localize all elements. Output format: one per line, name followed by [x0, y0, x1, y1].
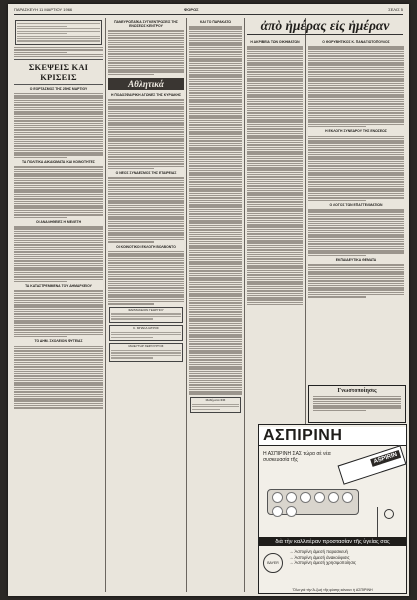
small-ad — [109, 343, 183, 362]
article-body — [14, 226, 103, 282]
column-rule — [105, 18, 106, 592]
aspirin-benefits-list — [289, 549, 401, 566]
article-body — [14, 93, 103, 158]
headline: ΕΚΠΑΙΔΕΥΤΙΚΑ ΘΕΜΑΤΑ — [335, 258, 377, 263]
article-body — [14, 166, 103, 218]
aspirin-ad-slogan: διὰ τὴν καλλιτέραν προστασίαν τῆς ὑγείας σας — [259, 537, 406, 546]
small-ad-title: ΦΑΡΜΑΚΕΙΟΝ ΓΕΩΡΓΙΟΥ — [128, 307, 164, 312]
aspirin-ad-title: ΑΣΠΙΡΙΝΗ — [259, 427, 406, 446]
tablet-strip-image — [267, 489, 359, 515]
aspirin-advertisement — [258, 424, 407, 594]
benefit-item: → Ἀσπιρίνη ἀμεσή ἀνακούφισις — [289, 555, 401, 561]
diary-banner — [247, 18, 403, 36]
headline: Ο ΘΟΡΥΒΗΤΙΚΟΣ Κ. ΠΑΝΑΓΙΩΤΟΠΟΥΛΟΣ — [322, 40, 390, 44]
headline: ΟΙ ΚΟΙΝΟΤΙΚΟΙ ΕΚΛΟΓΗ ΒΟΛΒΟΝΤΟ — [116, 244, 176, 249]
column-5 — [308, 38, 404, 374]
aspirin-ad-text: Η ΑΣΠΙΡΙΝΗ ΣΑΣ τώρα σὲ νέα συσκευασία τῆς — [263, 451, 331, 464]
column-1 — [14, 18, 103, 593]
small-ad — [190, 397, 241, 413]
notice-title: Γνωστοποίησις — [337, 388, 377, 394]
article-body — [14, 346, 103, 409]
article-body — [308, 136, 404, 201]
column-2 — [108, 18, 184, 593]
column-rule — [244, 18, 245, 592]
small-ad-title: Κ. ΜΠΑΚΑ ΙΑΤΡΟΣ — [133, 325, 159, 330]
article-body — [108, 177, 184, 242]
headline: ΤΑ ΠΟΛΙΤΙΚΑ ΔΙΚΑΙΩΜΑΤΑ ΚΑΙ ΚΟΙΝΟΤΗΤΕΣ — [22, 160, 95, 165]
headline: Η ΠΟΔΟΣΦΑΙΡΙΚΗ ΑΓΩΝΕΣ ΤΗΣ ΚΥΡΙΑΚΗΣ — [110, 93, 182, 98]
headline: Ο ΕΟΡΤΑΣΜΟΣ ΤΗΣ 25ΗΣ ΜΑΡΤΙΟΥ — [29, 86, 88, 91]
article-body — [108, 30, 184, 75]
article-body — [308, 209, 404, 256]
section-title: ΣΚΕΨΕΙΣ ΚΑΙ ΚΡΙΣΕΙΣ — [28, 62, 89, 83]
small-ad-title: ΜΑΙΕΥΤΗΡ ΧΕΙΡΟΥΡΓΟΣ — [128, 343, 164, 348]
benefit-item: → Ἀσπιρίνη ἀμεσή χρησιμοποίησις — [289, 560, 401, 566]
notice-box — [308, 385, 406, 423]
header-date: ΠΑΡΑΣΚΕΥΗ 11 ΜΑΡΤΙΟΥ 1966 — [14, 7, 73, 12]
headline: Η ΑΚΡΙΒΕΙΑ ΤΩΝ ΟΙΚΗΜΑΤΩΝ — [250, 40, 300, 44]
headline: Η ΕΚΛΟΓΗ ΣΥΝΕΔΡΟΥ ΤΗΣ ΕΝΩΣΕΩΣ — [325, 129, 387, 134]
header-page-number: ΣΕΛΙΣ 5 — [388, 7, 403, 12]
article-body — [308, 264, 404, 297]
diary-section-title: ἀπὸ ἡμέρας εἰς ἡμέραν — [247, 18, 403, 35]
newspaper-page — [8, 4, 409, 596]
small-ad-title: Μαθήματα ΦΙΣ — [205, 397, 226, 402]
benefit-item: → Ἀσπιρίνη ἀμεσή παρασκευή — [289, 549, 401, 555]
small-ad — [109, 307, 183, 323]
page-header — [14, 6, 403, 15]
headline: Ο ΛΟΓΟΣ ΤΩΝ ΕΠΑΓΓΕΛΜΑΤΙΩΝ — [329, 202, 383, 207]
article-body — [14, 290, 103, 337]
body-text — [14, 47, 103, 58]
headline: ΟΙ ΑΝΑΛΗΘΕΙΕΣ Η ΜΕΛΕΤΗ — [35, 219, 82, 224]
header-masthead: ΦΟΡΟΣ — [184, 7, 199, 12]
person-figure-illustration — [377, 507, 400, 537]
article-body — [108, 251, 184, 305]
headline: ΠΑΝΕΥΡΩΠΑΪΚΑ ΣΥΓΚΕΝΤΡΩΣΕΙΣ ΤΗΣ ΕΝΩΣΕΩΣ ΚΕΝΤΡΟΥ — [114, 20, 178, 29]
small-ad — [109, 325, 183, 341]
aspirin-pack-label: ASPIRIN — [370, 450, 401, 467]
article-body — [108, 99, 184, 169]
column-rule — [186, 18, 187, 592]
article-body — [247, 46, 303, 305]
headline: Ο ΝΕΟΣ ΣΥΝΔΕΣΜΟΣ ΤΗΣ ΕΤΑΙΡΕΙΑΣ — [115, 171, 177, 176]
column-3 — [189, 18, 242, 593]
headline: ΚΑΙ ΤΟ ΠΑΡΑΚΑΤΩ — [199, 20, 232, 24]
headline: ΤΟ ΔΗΜ. ΣΧΟΛΕΙΟΝ ΦΥΤΕΙΑΣ — [34, 339, 83, 344]
masthead-box — [15, 20, 102, 45]
aspirin-ad-footer: Ὅλα γιὰ τὴν Ἀ-ζωὴ τῆς φύσης κάνουν ἡ ΑΣΠΙΡΙΝΗ — [292, 588, 373, 592]
article-body — [308, 46, 404, 127]
headline: ΤΑ ΚΑΤΑΣΤΡΕΜΜΕΝΑ ΤΟΥ ΔΗΜΑΡΧΕΙΟΥ — [25, 284, 92, 289]
aspirin-pack-image — [338, 445, 407, 484]
sports-section-title: Αθλητικά — [108, 78, 184, 90]
article-body — [189, 26, 242, 395]
bayer-logo: BAYER — [263, 553, 283, 573]
